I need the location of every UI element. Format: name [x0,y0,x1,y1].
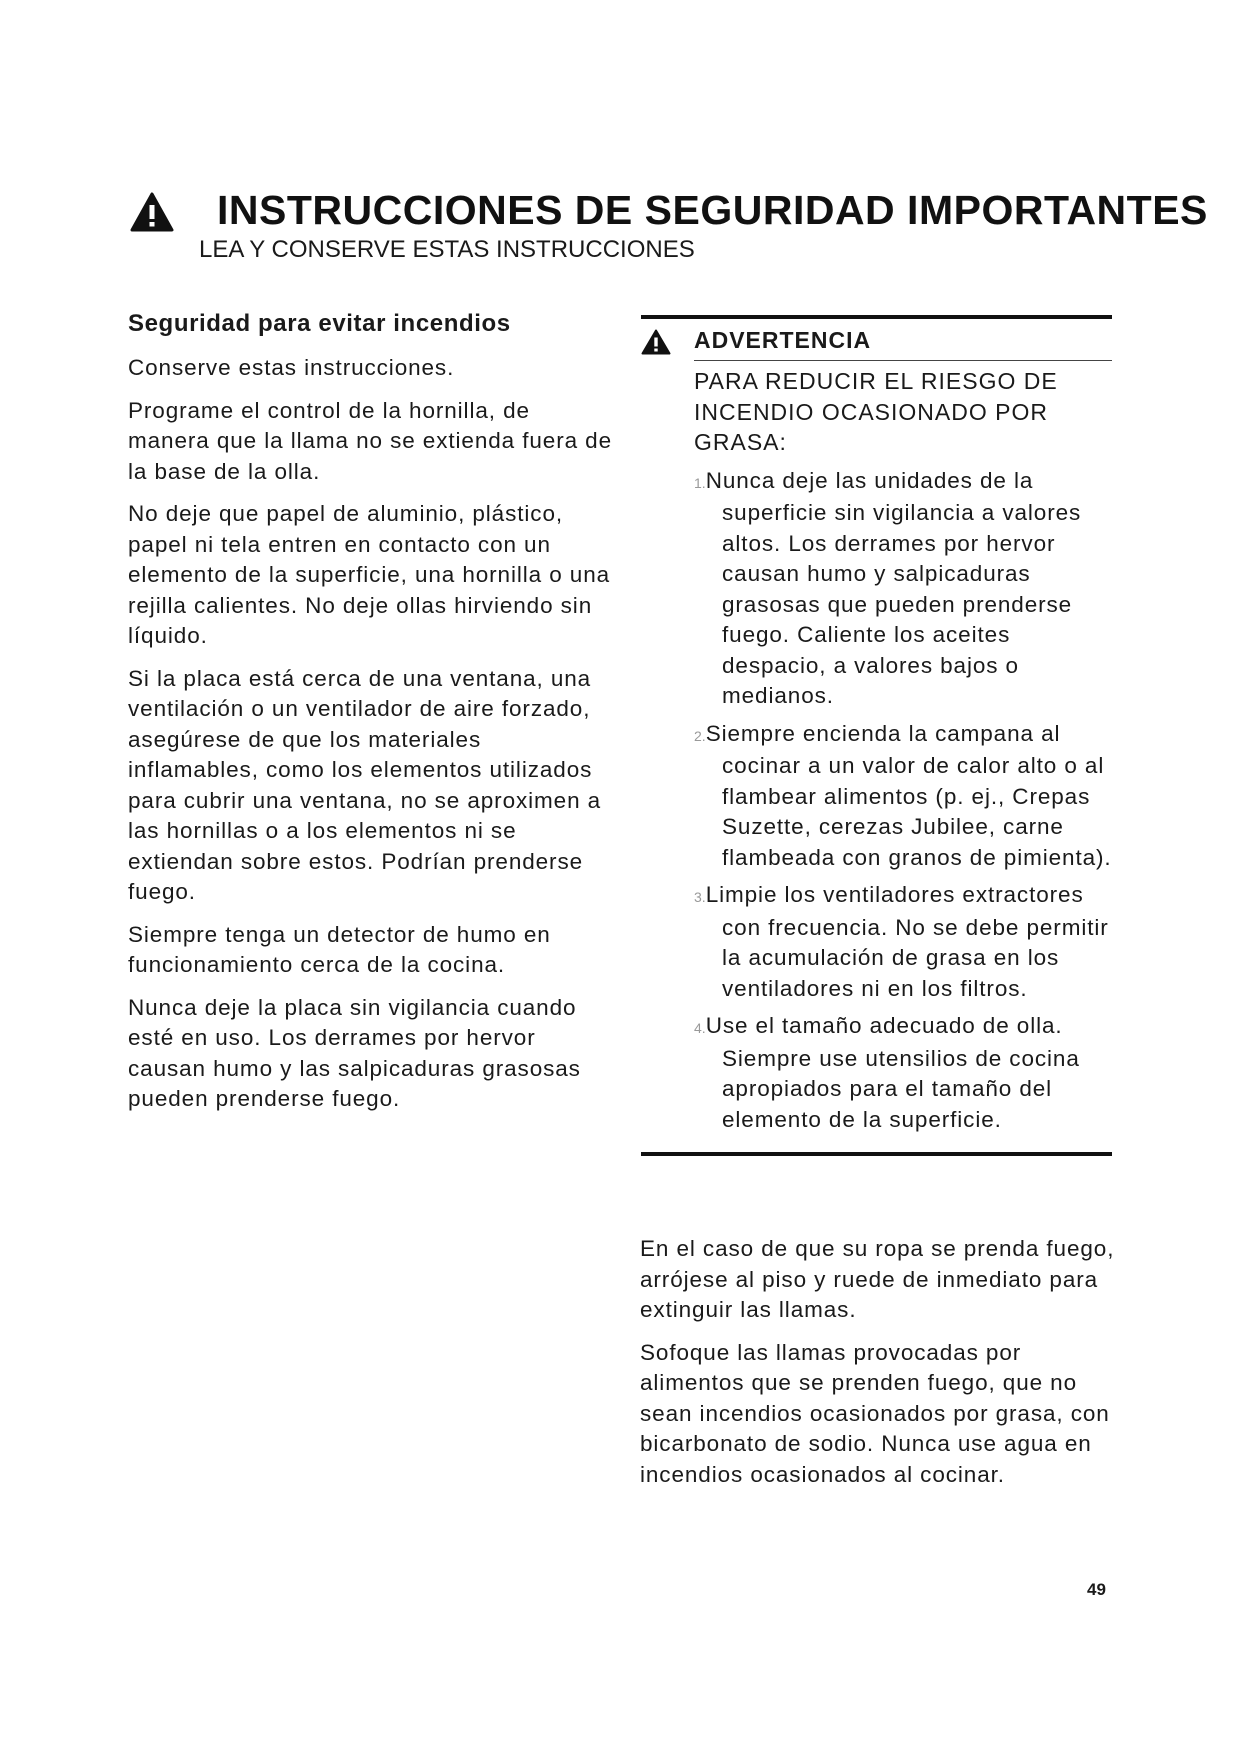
warning-intro: PARA REDUCIR EL RIESGO DE INCENDIO OCASIONADO POR GRASA: [694,368,1058,455]
item-number: 4. [694,1020,706,1036]
paragraph: Siempre tenga un detector de humo en funcionamiento cerca de la cocina. [128,921,551,977]
warning-triangle-icon [130,192,174,232]
paragraph: Si la placa está cerca de una ventana, una ventilación o un ventilador de aire forzado, asegúrese de que los materiales inflamables, como los elementos utilizados para cubrir una ventana, no se aproximen a las hornillas o a los elementos ni se extiendan sobre estos. Podrían prenderse fuego. [128,665,602,904]
right-column [640,1234,1120,1502]
item-text: Siempre encienda la campana al cocinar a un valor de calor alto o al flambear alimentos (p. ej., Crepas Suzette, cerezas Jubilee, carne flambeada con granos de pimienta). [705,720,1112,870]
paragraph: Sofoque las llamas provocadas por alimentos que se prenden fuego, que no sean incendios ocasionados por grasa, con bicarbonato de sodio. Nunca use agua en incendios ocasionados al cocinar. [640,1339,1110,1487]
item-number: 3. [694,889,706,905]
paragraph: En el caso de que su ropa se prenda fuego, arrójese al piso y ruede de inmediato para extinguir las llamas. [640,1236,1115,1322]
paragraph: No deje que papel de aluminio, plástico, papel ni tela entren en contacto con un elemento de la superficie, una hornilla o una rejilla calientes. No deje ollas hirviendo sin líquido. [128,501,611,648]
page-title: INSTRUCCIONES DE SEGURIDAD IMPORTANTES [217,187,1208,233]
item-text: Use el tamaño adecuado de olla. Siempre use utensilios de cocina apropiados para el tamaño del elemento de la superficie. [705,1013,1080,1132]
section-heading: Seguridad para evitar incendios [128,310,511,337]
paragraph: Nunca deje la placa sin vigilancia cuando esté en uso. Los derrames por hervor causan humo y las salpicaduras grasosas pueden prenderse fuego. [128,994,581,1111]
item-number: 1. [694,474,706,491]
warning-list [694,466,1112,1136]
list-item [694,880,1112,1004]
page-number: 49 [1087,1580,1106,1599]
item-text: Limpie los ventiladores extractores con frecuencia. No se debe permitir la acumulación de grasa en los ventiladores ni en los filtros. [705,882,1109,1001]
left-column [128,309,618,1127]
item-number: 2. [694,727,706,744]
item-text: Nunca deje las unidades de la superficie sin vigilancia a valores altos. Los derrames por hervor causan humo y salpicaduras grasosas que pueden prenderse fuego. Caliente los aceites despacio, a valores bajos o medianos. [705,467,1082,708]
warning-triangle-icon [641,329,671,355]
warning-header [694,319,1112,361]
warning-title: ADVERTENCIA [694,327,872,353]
list-item [694,719,1112,874]
warning-box [641,315,1112,1156]
paragraph: Programe el control de la hornilla, de manera que la llama no se extienda fuera de la base de la olla. [128,397,612,484]
list-item [694,1011,1112,1135]
list-item [694,466,1112,712]
paragraph: Conserve estas instrucciones. [128,355,455,380]
page-subtitle: LEA Y CONSERVE ESTAS INSTRUCCIONES [199,236,695,263]
